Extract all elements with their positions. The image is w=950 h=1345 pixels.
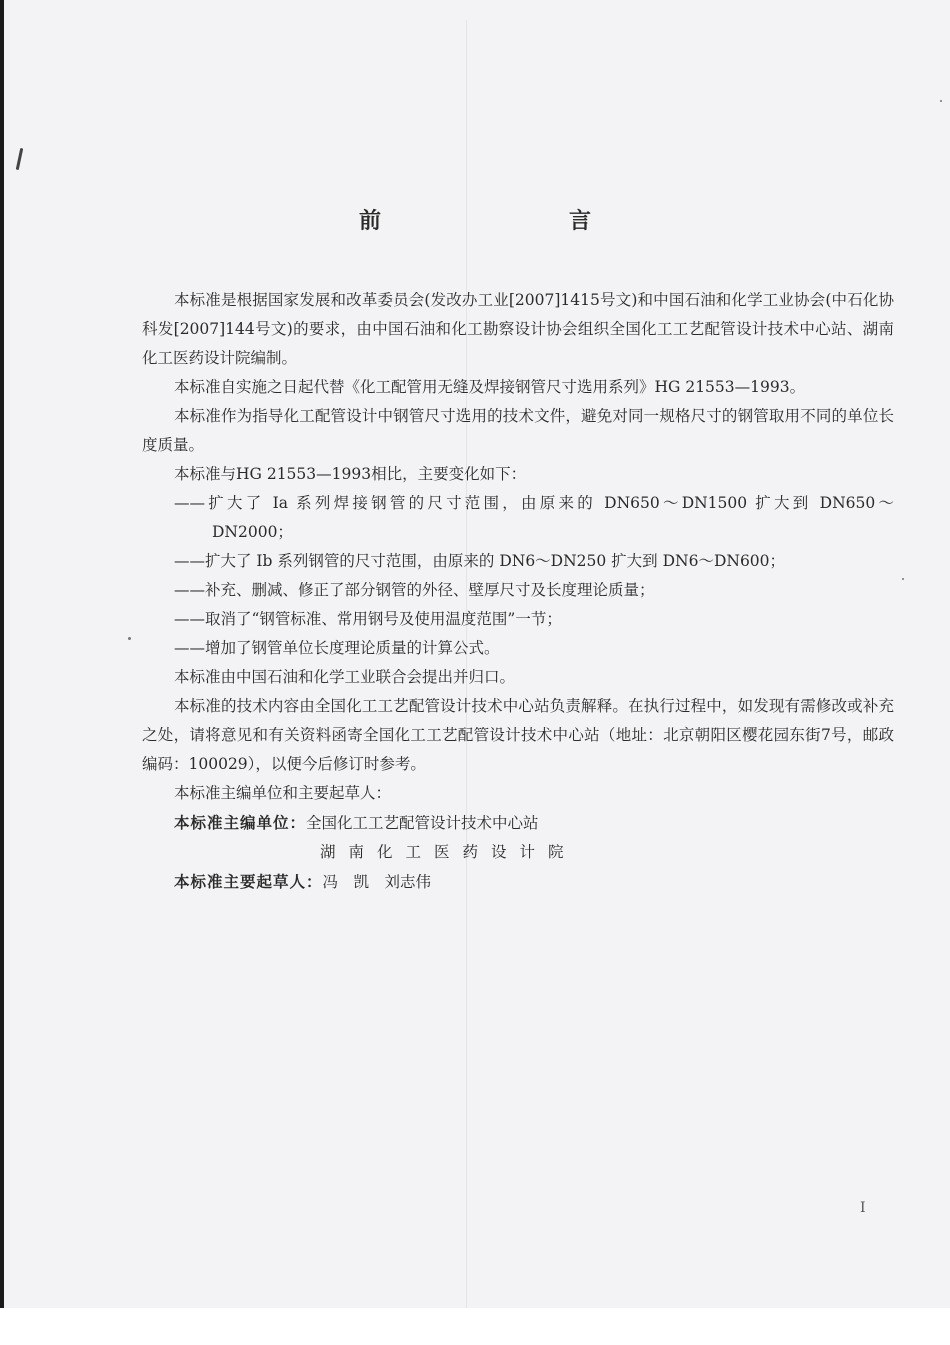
editor-unit-row [142, 808, 894, 838]
change-item-5: ——增加了钢管单位长度理论质量的计算公式。 [174, 639, 500, 657]
change-item-1-continued: DN2000； [212, 523, 293, 541]
editor-unit-2: 湖南化工医药设计院 [320, 843, 577, 861]
paragraph-basis: 本标准是根据国家发展和改革委员会(发改办工业[2007]1415号文)和中国石油和化学工业协会(中石化协科发[2007]144号文)的要求，由中国石油和化工勘察设计协会组织全国化工工艺配管设计技术中心站、湖南化工医药设计院编制。 [142, 291, 894, 367]
paragraph-interpretation: 本标准的技术内容由全国化工工艺配管设计技术中心站负责解释。在执行过程中，如发现有需修改或补充之处，请将意见和有关资料函寄全国化工工艺配管设计技术中心站（地址：北京朝阳区樱花园东街7号，邮政编码：100029），以便今后修订时参考。 [142, 697, 894, 773]
paragraph-purpose: 本标准作为指导化工配管设计中钢管尺寸选用的技术文件，避免对同一规格尺寸的钢管取用不同的单位长度质量。 [142, 407, 894, 454]
paragraph-replaces: 本标准自实施之日起代替《化工配管用无缝及焊接钢管尺寸选用系列》HG 21553—1993。 [174, 378, 806, 396]
scan-speck [128, 637, 131, 640]
paragraph-editors-intro: 本标准主编单位和主要起草人： [174, 784, 392, 802]
editor-unit-1: 全国化工工艺配管设计技术中心站 [306, 814, 539, 832]
paragraph-proposer: 本标准由中国石油和化学工业联合会提出并归口。 [174, 668, 516, 686]
page-title: 前 言 [358, 208, 639, 234]
scan-speck [902, 578, 904, 580]
drafters-label: 本标准主要起草人： [174, 872, 323, 891]
page-bottom-margin [0, 1308, 950, 1345]
scan-edge [0, 0, 4, 1345]
scan-speck [940, 100, 942, 102]
drafters-names: 冯 凯 刘志伟 [322, 873, 432, 891]
paragraph-changes-intro: 本标准与HG 21553—1993相比，主要变化如下： [174, 465, 527, 483]
document-body [142, 286, 894, 897]
change-item-3: ——补充、删减、修正了部分钢管的外径、壁厚尺寸及长度理论质量； [174, 581, 655, 599]
change-item-2: ——扩大了 Ib 系列钢管的尺寸范围，由原来的 DN6～DN250 扩大到 DN6～DN600； [174, 552, 786, 570]
scan-mark [16, 148, 24, 170]
editor-unit-label: 本标准主编单位： [174, 813, 307, 832]
change-item-1: ——扩大了 Ia 系列焊接钢管的尺寸范围，由原来的 DN650～DN1500 扩大到 DN650～ [174, 494, 894, 512]
drafters-row [142, 867, 894, 897]
page-number: I [860, 1200, 866, 1216]
change-item-4: ——取消了“钢管标准、常用钢号及使用温度范围”一节； [174, 610, 562, 628]
